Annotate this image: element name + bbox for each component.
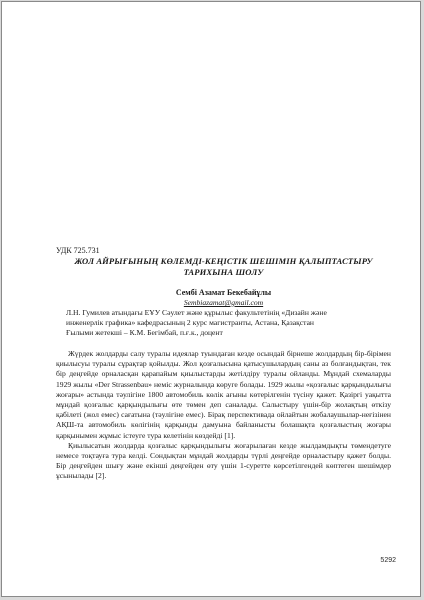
document-page	[1, 1, 421, 597]
author-name: Сембі Азамат Бекебайұлы	[175, 288, 272, 297]
paragraph: Қиылысатын жолдарда қозғалыс қарқындылығы жоғарылаған кезде жылдамдықты төмендетуге немесе тоқтауға тура келді. Сондықтан мұндай жолдарды түрлі деңгейде орналастыру қажет болды. Бір деңгейден шығу және екінші деңгейден өту үшін 1-суретте көрсетілгендей көптеген шешімдер ұсынылады [2].	[56, 440, 391, 481]
article-text	[56, 349, 391, 482]
supervisor-line: Ғылыми жетекші – К.М. Бегімбай, п.ғ.к., доцент	[66, 328, 223, 337]
affiliation-line: инженерлік графика» кафедрасының 2 курс магистранты, Астана, Қазақстан	[66, 318, 314, 327]
affiliation-line: Л.Н. Гумилев атындағы ЕҰУ Сәулет және құрылыс факультетінің «Дизайн және	[66, 308, 327, 317]
author-email[interactable]: Sembiazamat@gmail.com	[183, 298, 264, 307]
article-title-line-1: ЖОЛ АЙРЫҒЫНЫҢ КӨЛЕМДІ-КЕҢІСТІК ШЕШІМІН ҚАЛЫПТАСТЫРУ	[74, 256, 373, 266]
article-body	[56, 246, 391, 482]
udk-code: УДК 725.731	[56, 246, 100, 255]
article-title-line-2: ТАРИХЫНА ШОЛУ	[183, 267, 264, 277]
paragraph: Жүрдек жолдарды салу туралы идеялар туындаған кезде осындай бірнеше жолдардың бір-бірімен қиылысуы туралы сұрақтар қойылды. Жол қозғалысына қатысушылардың саны аз болғандықтан, тек бір деңгейде орналасқан қарапайым қиылыстарды жетілдіру туралы ойланды. Мұндай схемаларды 1929 жылы «Der Strassenbau» неміс журналында көруге болады. 1929 жылы «қозғалыс қарқындылығы жоғары» астында тәулігіне 1800 автомобиль көлік ағыны көтерілгенін түсіну қажет. Қазіргі уақытта мұндай қозғалыс қарқындылығы өте төмен деп саналады. Салыстыру үшін-бір жолақтың өткізу қабілеті (жол емес) сағатына (тәулігіне емес). Бірақ перспективада ойлайтын жобалаушылар-неғізінен АҚШ-та автомобиль көлігінің қарқынды дамуына байланысты болашақта қозғалыстың жоғары қарқынымен жұмыс істеуге тура келетінін көздейді [1].	[56, 349, 391, 440]
page-number: 5292	[380, 557, 396, 564]
affiliation	[66, 308, 391, 338]
